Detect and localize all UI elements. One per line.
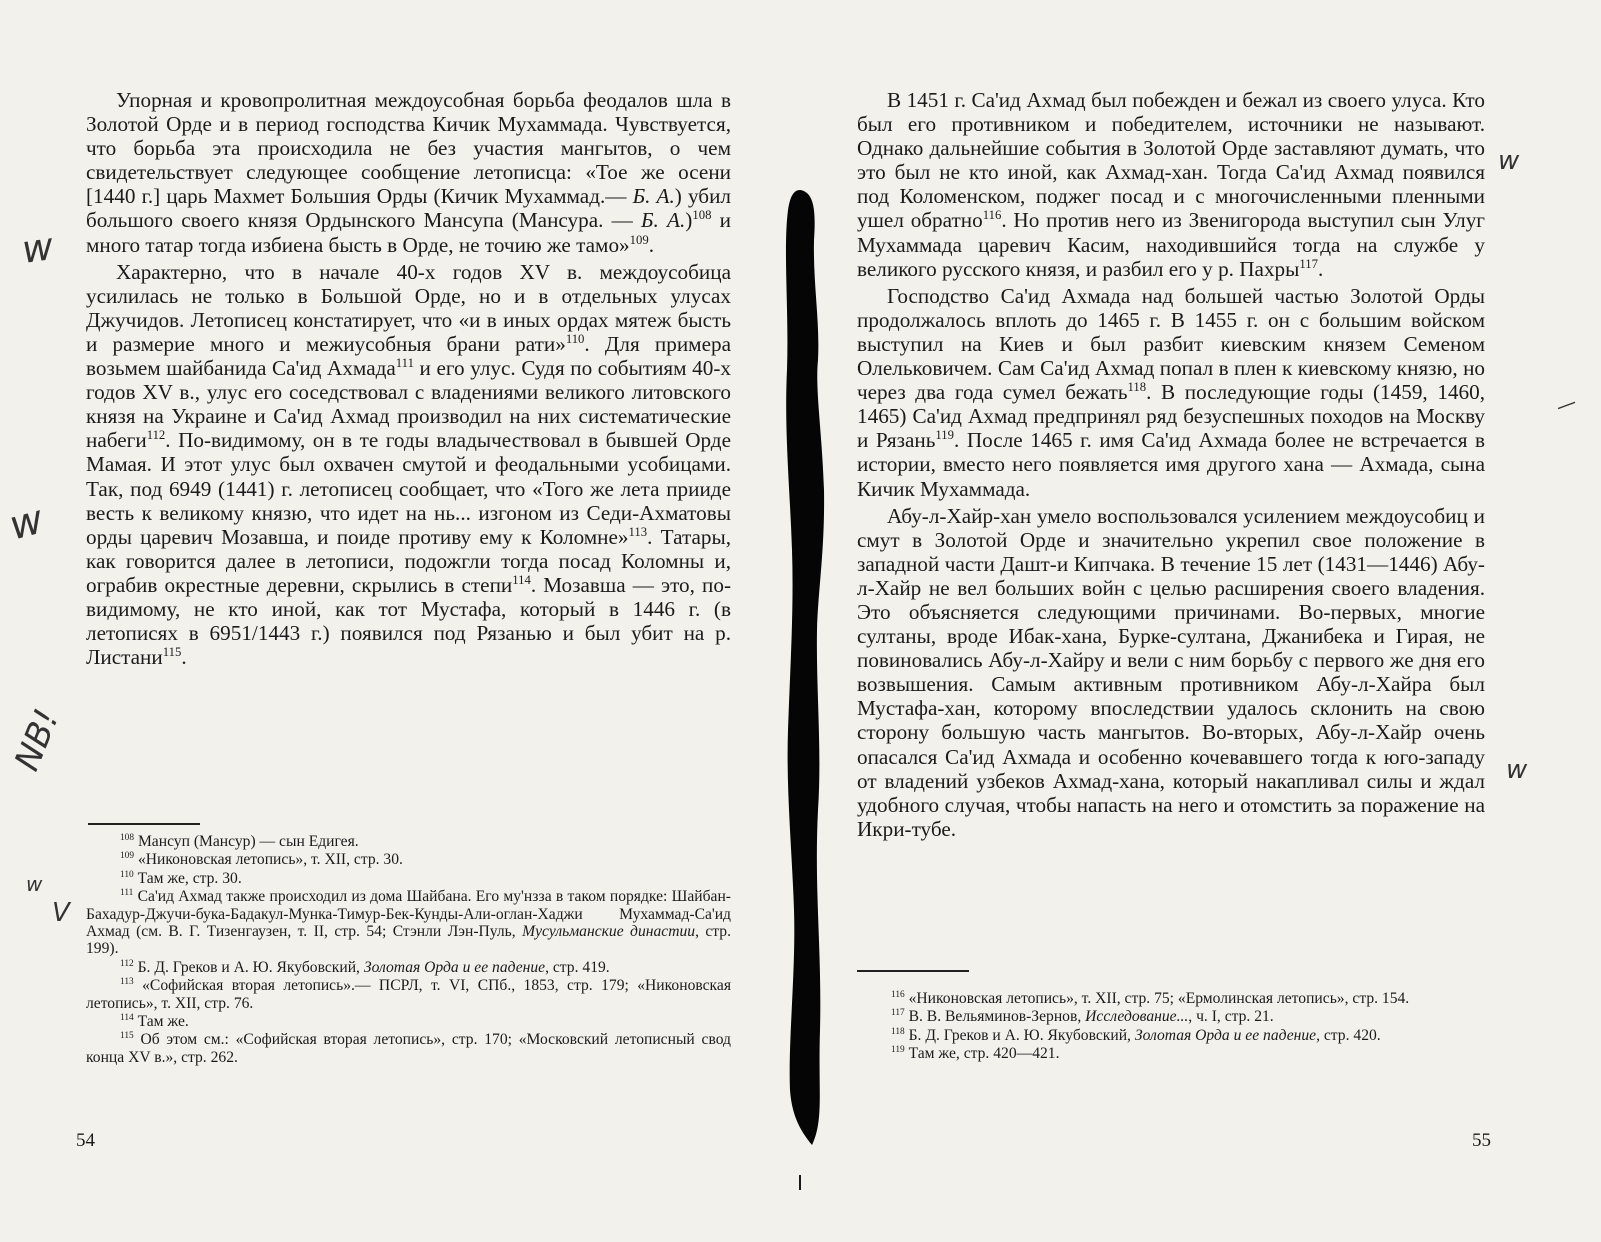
text-run: В 1451 г. Са'ид Ахмад был побежден и бежал из своего улуса. Кто был его противником и победителем, источники не называют. Однако дальнейшие события в Золотой Орде заставляют думать, что это был не кто иной, как Ахмад-хан. Тогда Са'ид Ахмад появился под Коломенском, поджег посад и с многочисленными пленными ушел обратно [857, 88, 1485, 233]
footnote-ref: 116 [891, 989, 905, 1000]
left-page-number: 54 [76, 1130, 95, 1151]
text-run: и его улус. Судя по событиям 40-х годов XV в., улус его соседствовал с владениями великого литовского князя на Украине и Са'ид Ахмад производил на них систематические набеги [86, 356, 731, 453]
left-body-text [86, 88, 731, 669]
footnote-ref: 112 [146, 428, 166, 443]
italic-text: Б. А. [632, 184, 675, 209]
footnote-ref: 115 [120, 1031, 134, 1042]
footnote-113 [86, 977, 731, 1012]
text-run: . Мозавша — это, по-видимому, не кто иной, как тот Мустафа, который в 1446 г. (в летописях в 6951/1443 г.) появился под Рязанью и был убит на р. Листани [86, 572, 731, 670]
text-run: , стр. 419. [545, 958, 610, 976]
footnote-110 [86, 870, 731, 887]
right-paragraph-3 [857, 504, 1485, 841]
footnote-108 [86, 833, 731, 850]
footnote-115 [86, 1031, 731, 1066]
footnote-109 [86, 851, 731, 868]
text-run: , стр. 420. [1316, 1026, 1381, 1044]
text-run: . Для примера возьмем шайбанида Са'ид Ахмада [86, 331, 731, 381]
text-run: Упорная и кровопролитная междоусобная борьба феодалов шла в Золотой Орде и в период господства Кичик Мухаммада. Чувствуется, что борьба эта происходила не без участия мангытов, о чем свидетельствует следующее сообщение летописца: «Тое же осени [1440 г.] царь Махмет Большия Орды (Кичик Мухаммад.— [86, 88, 731, 209]
text-run: ) убил большого своего князя Ордынского Мансупа (Мансура. — [86, 184, 731, 233]
right-footnote-rule [857, 970, 969, 972]
margin-mark-v: V [52, 898, 70, 928]
text-run: . По-видимому, он в те годы владычествовал в бывшей Орде Мамая. И этот улус был охвачен смутой и феодальными усобицами. Так, под 6949 (1441) г. летописец сообщает, что «Того же лета прииде весть к великому князю, что идет на нь... изгоном из Седи-Ахматовы орды царевич Мозавша, и поиде противу ему к Коломне» [86, 428, 731, 549]
footnote-ref: 116 [982, 208, 1002, 223]
text-run: , ч. I, стр. 21. [1188, 1008, 1274, 1026]
text-run: «Никоновская летопись», т. XII, стр. 30. [134, 851, 403, 869]
text-run: . Но против него из Звенигорода выступил сын Улуг Мухаммада царевич Касим, находившийся тогда на службе у великого русского князя, и разбил его у р. Пахры [857, 208, 1485, 281]
footnote-112 [86, 959, 731, 976]
footnote-ref: 110 [565, 331, 585, 346]
margin-mark-w-left-3: w [26, 872, 43, 896]
footnote-ref: 115 [162, 645, 182, 660]
footnote-117 [857, 1008, 1485, 1025]
footnote-ref: 114 [512, 572, 531, 587]
text-run: ) [685, 208, 693, 233]
text-run: Там же. [133, 1013, 189, 1031]
text-run: Мансуп (Мансур) — сын Едигея. [134, 833, 359, 850]
text-run: «Софийская вторая летопись».— ПСРЛ, т. VI, СПб., 1853, стр. 179; «Никоновская летопись», т. XII, стр. 76. [86, 977, 731, 1012]
italic-text: Мусульманские династии [522, 923, 696, 941]
text-run: . Татары, как говорится далее в летописи, подожгли тогда посад Коломны и, ограбив окрестные деревни, скрылись в степи [86, 524, 731, 597]
left-page [0, 0, 770, 1242]
footnote-111 [86, 888, 731, 958]
footnote-114 [86, 1013, 731, 1030]
text-run: Там же, стр. 420—421. [904, 1045, 1060, 1063]
text-run: Абу-л-Хайр-хан умело воспользовался усилением междоусобиц и смут в Золотой Орде и значительно укрепил свое положение в западной части Дашт-и Кипчака. В течение 15 лет (1431—1446) Абу-л-Хайр не вел больших войн с целью расширения своего владения. Это объясняется следующими причинами. Во-первых, многие султаны, вроде Ибак-хана, Бурке-султана, Джанибека и Гирая, не повиновались Абу-л-Хайру и вели с ним борьбу с первого же дня его возвышения. Самым активным противником Абу-л-Хайра был Мустафа-хан, которому впоследствии удалось склонить на свою сторону большую часть мангытов. Во-вторых, Абу-л-Хайр очень опасался Са'ид Ахмада и особенно кочевавшего тогда к юго-западу от владений узбеков Ахмад-хана, который накапливал силы и ждал удобного случая, чтобы напасть на него и отомстить за поражение на Икри-тубе. [857, 503, 1485, 841]
footnote-ref: 114 [120, 1012, 134, 1023]
text-run: Са'ид Ахмад также происходил из дома Шайбана. Его му'нзза в таком порядке: Шайбан-Бахадур-Джучи-бука-Бадакул-Мунка-Тимур-Бек-Кунды-Али-оглан-Хаджи Мухаммад-Са'ид Ахмад (см. В. Г. Тизенгаузен, т. II, стр. 54; Стэнли Лэн-Пуль, [86, 888, 731, 941]
right-body-text [857, 88, 1485, 841]
footnote-119 [857, 1045, 1485, 1062]
footnote-ref: 108 [692, 208, 712, 223]
footnote-118 [857, 1027, 1485, 1044]
footnote-ref: 108 [120, 832, 135, 843]
footnote-ref: 119 [935, 428, 955, 443]
text-run: и много татар тогда избиена бысть в Орде, не точию же тамо» [86, 208, 731, 257]
footnote-ref: 119 [891, 1045, 905, 1056]
footnote-ref: 117 [891, 1008, 905, 1019]
margin-mark-w-right-2: w [1506, 755, 1528, 785]
footnote-ref: 109 [629, 232, 649, 247]
footnote-ref: 117 [1299, 256, 1318, 271]
text-run: . После 1465 г. имя Са'ид Ахмада более не встречается в истории, вместо него появляется имя другого хана — Ахмада, сына Кичик Мухаммада. [857, 428, 1486, 501]
left-footnote-rule [88, 823, 200, 825]
footnote-ref: 118 [891, 1026, 905, 1037]
margin-mark-w-right-1: w [1498, 146, 1520, 176]
italic-text: Исследование... [1085, 1008, 1189, 1026]
text-run: «Никоновская летопись», т. XII, стр. 75; «Ермолинская летопись», стр. 154. [904, 990, 1410, 1007]
right-page-number: 55 [1472, 1130, 1491, 1151]
italic-text: Золотая Орда и ее падение [1134, 1026, 1317, 1044]
footnote-ref: 113 [120, 977, 134, 988]
right-footnotes [857, 990, 1485, 1064]
text-run: . [648, 232, 655, 257]
right-paragraph-2 [857, 284, 1485, 501]
footnote-ref: 109 [120, 851, 135, 862]
text-run: Б. Д. Греков и А. Ю. Якубовский, [904, 1026, 1135, 1044]
footnote-ref: 110 [120, 869, 134, 880]
left-paragraph-2 [86, 260, 731, 670]
text-run: , стр. 199). [86, 923, 732, 958]
margin-mark-w-left-2: w [4, 496, 49, 550]
footnote-116 [857, 990, 1485, 1007]
footnote-ref: 113 [628, 524, 648, 539]
footnote-ref: 118 [1127, 380, 1147, 395]
left-footnotes [86, 833, 731, 1067]
right-page [800, 0, 1601, 1242]
text-run: В. В. Вельяминов-Зернов, [904, 1008, 1086, 1026]
footnote-ref: 111 [395, 355, 414, 370]
left-paragraph-1 [86, 88, 731, 257]
margin-mark-dash-right: — [1552, 389, 1580, 419]
italic-text: Б. А. [641, 208, 686, 233]
footnote-ref: 112 [120, 958, 134, 969]
margin-mark-nb: NB! [6, 703, 68, 777]
footnote-ref: 111 [120, 888, 134, 899]
text-run: Об этом см.: «Софийская вторая летопись», стр. 170; «Московский летописный свод конца XV в.», стр. 262. [86, 1031, 731, 1066]
text-run: . [1318, 256, 1324, 281]
margin-mark-w-left-1: w [19, 224, 57, 272]
italic-text: Золотая Орда и ее падение [363, 958, 546, 976]
text-run: . В последующие годы (1459, 1460, 1465) Са'ид Ахмад предпринял ряд безуспешных походов на Москву и Рязань [857, 380, 1485, 453]
text-run: Б. Д. Греков и А. Ю. Якубовский, [133, 958, 364, 976]
text-run: Господство Са'ид Ахмада над большей частью Золотой Орды продолжалось вплоть до 1465 г. В 1455 г. он с большим войском выступил на Киев и был разбит киевским князем Семеном Олельковичем. Сам Са'ид Ахмад попал в плен к киевскому князю, но через два года сумел бежать [857, 283, 1485, 405]
text-run: Там же, стр. 30. [133, 869, 242, 887]
text-run: Характерно, что в начале 40-х годов XV в. междоусобица усилилась не только в Большой Орде, но и в отдельных улусах Джучидов. Летописец констатирует, что «и в иных ордах мятеж бысть и размерие много и межиусобныя брани рати» [86, 259, 731, 356]
text-run: . [181, 645, 187, 670]
right-paragraph-1 [857, 88, 1485, 281]
